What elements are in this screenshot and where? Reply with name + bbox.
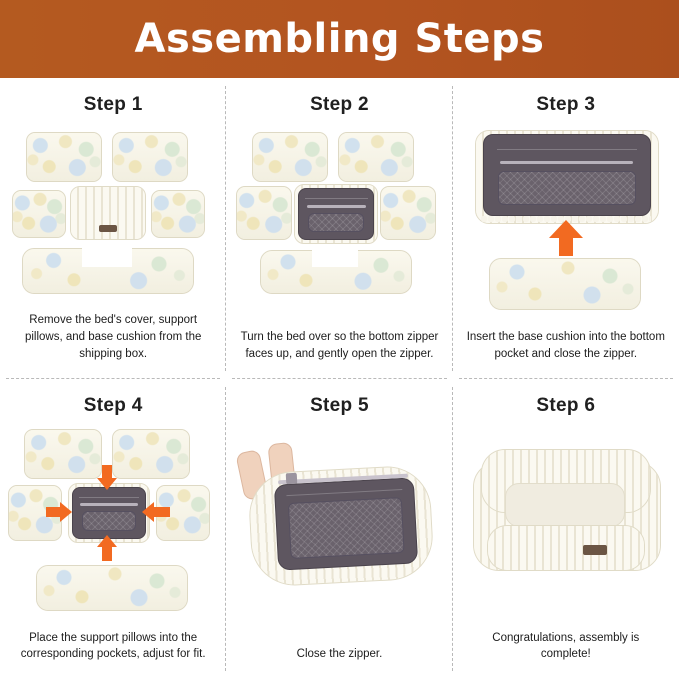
place-arrow-head-right (142, 502, 154, 522)
step-cell-5 (226, 379, 452, 679)
step-title-4: Step 4 (83, 394, 143, 416)
zipper-pull (286, 472, 298, 484)
step-title-3: Step 3 (536, 94, 596, 115)
page-header (0, 0, 679, 78)
bottom-zipper (80, 503, 138, 506)
bed-front-panel (487, 525, 645, 571)
place-arrow-head-top (97, 478, 117, 490)
support-pillow (338, 132, 414, 182)
step-illustration-1 (8, 124, 218, 309)
step-illustration-3 (461, 124, 671, 309)
step-caption-6: Congratulations, assembly is complete! (492, 631, 640, 661)
steps-grid (0, 78, 679, 679)
bottom-zipper (500, 161, 633, 164)
support-pillow (151, 190, 205, 238)
support-pillow (380, 186, 436, 240)
step-illustration-6 (461, 425, 671, 610)
bottom-panel (274, 477, 418, 570)
support-pillow (252, 132, 328, 182)
place-arrow-shaft-top (102, 465, 112, 479)
mesh-pocket (288, 497, 405, 559)
support-pillow (112, 132, 188, 182)
bed-seat-cushion (505, 483, 625, 527)
base-cushion (36, 565, 188, 611)
base-cushion (489, 258, 641, 310)
insert-arrow-head (549, 220, 583, 238)
mesh-pocket (498, 171, 636, 205)
step-caption-5: Close the zipper. (296, 648, 383, 661)
step-cell-1 (0, 78, 226, 379)
step-caption-3: Insert the base cushion into the bottom pocket and close the zipper. (466, 331, 665, 360)
step-title-2: Step 2 (310, 94, 369, 115)
cushion-notch (312, 250, 358, 267)
support-pillow (12, 190, 66, 238)
bottom-panel (483, 134, 651, 216)
support-pillow (26, 132, 102, 182)
step-illustration-2 (234, 124, 444, 309)
cushion-notch (82, 248, 132, 267)
place-arrow-shaft-bottom (102, 547, 112, 561)
step-cell-2 (226, 78, 452, 379)
step-caption-4: Place the support pillows into the corresponding pockets, adjust for fit. (20, 631, 206, 661)
brand-tag (99, 225, 117, 232)
brand-tag (583, 545, 607, 555)
place-arrow-head-left (60, 502, 72, 522)
step-cell-4 (0, 379, 226, 679)
bottom-zipper (307, 205, 366, 208)
step-title-5: Step 5 (310, 394, 369, 416)
place-arrow-head-bottom (97, 535, 117, 547)
bed-cover (70, 186, 146, 240)
step-cell-6 (453, 379, 679, 679)
bottom-panel (298, 188, 374, 240)
page-title: Assembling Steps (134, 16, 545, 62)
step-title-1: Step 1 (83, 94, 143, 115)
place-arrow-shaft-right (154, 507, 170, 517)
step-title-6: Step 6 (536, 394, 596, 416)
step-illustration-4 (8, 425, 218, 610)
mesh-pocket (82, 511, 136, 531)
step-caption-1: Remove the bed's cover, support pillows, and base cushion from the shipping box. (24, 314, 202, 360)
support-pillow (236, 186, 292, 240)
step-illustration-5 (234, 425, 444, 610)
bottom-panel (72, 487, 146, 539)
step-caption-2: Turn the bed over so the bottom zipper faces up, and gently open the zipper. (240, 331, 439, 360)
support-pillow (112, 429, 190, 479)
mesh-pocket (308, 213, 364, 232)
support-pillow (24, 429, 102, 479)
step-cell-3 (453, 78, 679, 379)
